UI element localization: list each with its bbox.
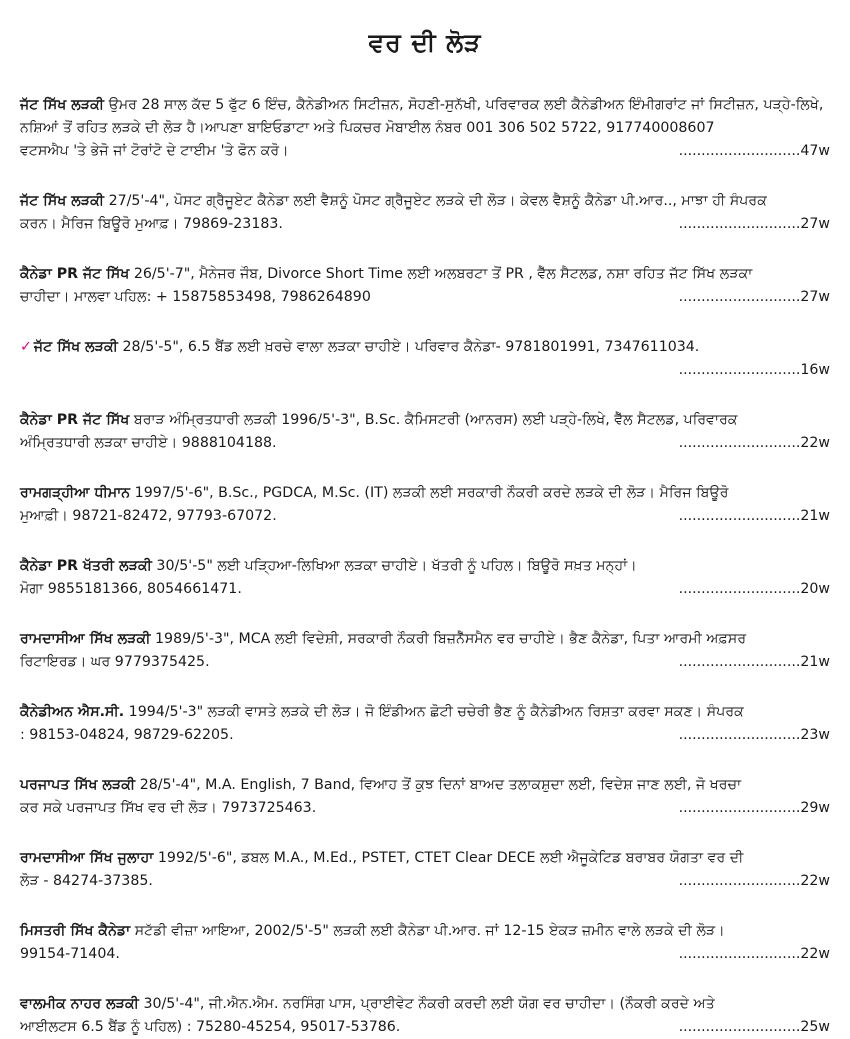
ad-text: 26/5'-7", ਮੈਨੇਜਰ ਜੌਬ, Divorce Short Time ਲਈ ਅਲਬਰਟਾ ਤੋਂ PR , ਵੈੱਲ ਸੈਟਲਡ, ਨਸ਼ਾ ਰਹਿਤ ਜੱਟ ਸਿੱਖ ਲੜਕਾ [129, 266, 753, 282]
ad-entry [20, 555, 830, 601]
ad-footer [20, 578, 830, 601]
ad-code: ...........................27w [678, 216, 830, 232]
checkmark-icon: ✓ [20, 339, 32, 355]
ad-text: 30/5'-5" ਲਈ ਪੜ੍ਹਿਆ-ਲਿਖਿਆ ਲੜਕਾ ਚਾਹੀਏ। ਖੱਤਰੀ ਨੂੰ ਪਹਿਲ। ਬਿਊਰੋ ਸਖ਼ਤ ਮਨ੍ਹਾਂ। [151, 558, 637, 574]
ad-tail-text: ਕਰ ਸਕੇ ਪਰਜਾਪਤ ਸਿੱਖ ਵਰ ਦੀ ਲੋੜ। 7973725463. [20, 800, 317, 816]
ad-heading: ਜੱਟ ਸਿੱਖ ਲੜਕੀ [33, 339, 118, 355]
ad-body [20, 993, 830, 1016]
ad-text: 1992/5'-6", ਡਬਲ M.A., M.Ed., PSTET, CTET Clear DECE ਲਈ ਐਜੂਕੇਟਿਡ ਬਰਾਬਰ ਯੋਗਤਾ ਵਰ ਦੀ [153, 850, 744, 866]
ad-text: ਉਮਰ 28 ਸਾਲ ਕੱਦ 5 ਫੁੱਟ 6 ਇੰਚ, ਕੈਨੇਡੀਅਨ ਸਿਟੀਜ਼ਨ, ਸੋਹਣੀ-ਸੁਨੱਖੀ, ਪਰਿਵਾਰਕ ਲਈ ਕੈਨੇਡੀਅਨ ਇੰਮੀਗਰਾਂਟ ਜਾਂ ਸਿਟੀਜ਼ਨ, ਪੜ੍ਹੇ-ਲਿਖੇ, ਨਸ਼ਿਆਂ ਤੋਂ ਰਹਿਤ ਲੜਕੇ ਦੀ ਲੋੜ ਹੈ।ਆਪਣਾ ਬਾਇਓਡਾਟਾ ਅਤੇ ਪਿਕਚਰ ਮੋਬਾਈਲ ਨੰਬਰ 001 306 502 5722, 917740008607 [20, 97, 824, 136]
ad-tail-text: ਮੋਗਾ 9855181366, 8054661471. [20, 581, 242, 597]
ad-entry [20, 482, 830, 528]
ad-heading: ਜੱਟ ਸਿੱਖ ਲੜਕੀ [20, 193, 105, 209]
ad-heading: ਰਾਮਦਾਸੀਆ ਸਿੱਖ ਜੁਲਾਹਾ [20, 850, 154, 866]
ad-body [20, 774, 830, 797]
ad-code: ...........................21w [678, 654, 830, 670]
ad-footer [20, 213, 830, 236]
ad-tail-text: ਵਟਸਐਪ 'ਤੇ ਭੇਜੋ ਜਾਂ ਟੋਰਾਂਟੋ ਦੇ ਟਾਈਮ 'ਤੇ ਫੋਨ ਕਰੋ। [20, 143, 289, 159]
ad-heading: ਰਾਮਗੜ੍ਹੀਆ ਧੀਮਾਨ [20, 485, 131, 501]
ad-footer [20, 140, 830, 163]
ad-entry [20, 409, 830, 455]
ad-entry [20, 190, 830, 236]
ad-body [20, 482, 830, 505]
ad-code: ...........................21w [678, 508, 830, 524]
ad-code: ...........................16w [678, 362, 830, 378]
ad-entry [20, 263, 830, 309]
ad-heading: ਕੈਨੇਡਾ PR ਜੱਟ ਸਿੱਖ [20, 412, 130, 428]
ad-code: ...........................22w [678, 873, 830, 889]
ad-entry [20, 920, 830, 966]
ad-tail-text: ਲੋੜ - 84274-37385. [20, 873, 153, 889]
ad-heading: ਮਿਸਤਰੀ ਸਿੱਖ ਕੈਨੇਡਾ [20, 923, 131, 939]
ad-body [20, 409, 830, 432]
ad-tail-text: ਮੁਆਫ਼ੀ। 98721-82472, 97793-67072. [20, 508, 277, 524]
ad-tail-text: 99154-71404. [20, 946, 120, 962]
ad-entry [20, 774, 830, 820]
ad-body [20, 701, 830, 724]
ad-text: 28/5'-4", M.A. English, 7 Band, ਵਿਆਹ ਤੋਂ ਕੁਝ ਦਿਨਾਂ ਬਾਅਦ ਤਲਾਕਸ਼ੁਦਾ ਲਈ, ਵਿਦੇਸ਼ ਜਾਣ ਲਈ, ਜੋ ਖਰਚਾ [135, 777, 742, 793]
ad-heading: ਜੱਟ ਸਿੱਖ ਲੜਕੀ [20, 97, 105, 113]
ad-heading: ਪਰਜਾਪਤ ਸਿੱਖ ਲੜਕੀ [20, 777, 136, 793]
ad-text: 1994/5'-3" ਲੜਕੀ ਵਾਸਤੇ ਲੜਕੇ ਦੀ ਲੋੜ। ਜੋ ਇੰਡੀਅਨ ਛੋਟੀ ਚਚੇਰੀ ਭੈਣ ਨੂੰ ਕੈਨੇਡੀਅਨ ਰਿਸ਼ਤਾ ਕਰਵਾ ਸਕਣ। ਸੰਪਰਕ [124, 704, 744, 720]
ad-tail-text: ਆਈਲਟਸ 6.5 ਬੈਂਡ ਨੂੰ ਪਹਿਲ) : 75280-45254, 95017-53786. [20, 1019, 401, 1035]
ad-heading: ਕੈਨੇਡਾ PR ਜੱਟ ਸਿੱਖ [20, 266, 130, 282]
ad-heading: ਕੈਨੇਡੀਅਨ ਐਸ.ਸੀ. [20, 704, 125, 720]
ad-tail-text: ਰਿਟਾਇਰਡ। ਘਰ 9779375425. [20, 654, 210, 670]
page-title: ਵਰ ਦੀ ਲੋੜ [368, 28, 482, 57]
ad-text: ਬਰਾੜ ਅੰਮ੍ਰਿਤਧਾਰੀ ਲੜਕੀ 1996/5'-3", B.Sc. ਕੈਮਿਸਟਰੀ (ਆਨਰਸ) ਲਈ ਪੜ੍ਹੇ-ਲਿਖੇ, ਵੈੱਲ ਸੈਟਲਡ, ਪਰਿਵਾਰਕ [129, 412, 738, 428]
ad-entry [20, 993, 830, 1039]
ad-body [20, 628, 830, 651]
ad-text: 27/5'-4", ਪੋਸਟ ਗ੍ਰੈਜੂਏਟ ਕੈਨੇਡਾ ਲਈ ਵੈਸ਼ਨੂੰ ਪੋਸਟ ਗ੍ਰੈਜੂਏਟ ਲੜਕੇ ਦੀ ਲੋੜ। ਕੇਵਲ ਵੈਸ਼ਨੂੰ ਕੈਨੇਡਾ ਪੀ.ਆਰ.., ਮਾਝਾ ਹੀ ਸੰਪਰਕ [104, 193, 767, 209]
ad-tail-text: ਕਰਨ। ਮੈਰਿਜ ਬਿਊਰੋ ਮੁਆਫ਼। 79869-23183. [20, 216, 283, 232]
ad-footer [20, 505, 830, 528]
ad-body [20, 920, 830, 943]
ad-footer [20, 724, 830, 747]
ad-footer [20, 1016, 830, 1039]
ad-heading: ਕੈਨੇਡਾ PR ਖੱਤਰੀ ਲੜਕੀ [20, 558, 152, 574]
ad-entry [20, 94, 830, 163]
ad-code: ...........................25w [678, 1019, 830, 1035]
ad-code: ...........................27w [678, 289, 830, 305]
ad-text: ਸਟੱਡੀ ਵੀਜ਼ਾ ਆਇਆ, 2002/5'-5" ਲੜਕੀ ਲਈ ਕੈਨੇਡਾ ਪੀ.ਆਰ. ਜਾਂ 12-15 ਏਕੜ ਜ਼ਮੀਨ ਵਾਲੇ ਲੜਕੇ ਦੀ ਲੋੜ। [130, 923, 725, 939]
ad-heading: ਵਾਲਮੀਕ ਨਾਹਰ ਲੜਕੀ [20, 996, 139, 1012]
ad-tail-text: ਅੰਮ੍ਰਿਤਧਾਰੀ ਲੜਕਾ ਚਾਹੀਏ। 9888104188. [20, 435, 277, 451]
ad-text: 1989/5'-3", MCA ਲਈ ਵਿਦੇਸ਼ੀ, ਸਰਕਾਰੀ ਨੌਕਰੀ ਬਿਜ਼ਨੈੱਸਮੈਨ ਵਰ ਚਾਹੀਏ। ਭੈਣ ਕੈਨੇਡਾ, ਪਿਤਾ ਆਰਮੀ ਅਫ਼ਸਰ [150, 631, 747, 647]
ad-code: ...........................23w [678, 727, 830, 743]
ad-body [20, 847, 830, 870]
ad-body [20, 555, 830, 578]
ad-footer [20, 797, 830, 820]
ad-entry [20, 847, 830, 893]
ad-text: 1997/5'-6", B.Sc., PGDCA, M.Sc. (IT) ਲੜਕੀ ਲਈ ਸਰਕਾਰੀ ਨੌਕਰੀ ਕਰਦੇ ਲੜਕੇ ਦੀ ਲੋੜ। ਮੈਰਿਜ ਬਿਊਰੋ [130, 485, 729, 501]
ad-entry [20, 628, 830, 674]
ad-footer [20, 432, 830, 455]
ad-footer [20, 286, 830, 309]
ad-footer [20, 651, 830, 674]
ad-tail-text: : 98153-04824, 98729-62205. [20, 727, 234, 743]
ad-code: ...........................22w [678, 435, 830, 451]
ads-list [20, 94, 830, 1039]
ad-code: ...........................22w [678, 946, 830, 962]
ad-code: ...........................29w [678, 800, 830, 816]
ad-body [20, 94, 830, 140]
ad-entry [20, 336, 830, 382]
ad-body [20, 263, 830, 286]
ad-body [20, 336, 830, 359]
ad-text: 28/5'-5", 6.5 ਬੈਂਡ ਲਈ ਖ਼ਰਚੇ ਵਾਲਾ ਲੜਕਾ ਚਾਹੀਏ। ਪਰਿਵਾਰ ਕੈਨੇਡਾ- 9781801991, 7347611034. [117, 339, 700, 355]
ad-footer [20, 943, 830, 966]
ad-footer [20, 870, 830, 893]
ad-heading: ਰਾਮਦਾਸੀਆ ਸਿੱਖ ਲੜਕੀ [20, 631, 151, 647]
ad-tail-text: ਚਾਹੀਦਾ। ਮਾਲਵਾ ਪਹਿਲ: + 15875853498, 7986264890 [20, 289, 371, 305]
ad-text: 30/5'-4", ਜੀ.ਐਨ.ਐਮ. ਨਰਸਿੰਗ ਪਾਸ, ਪ੍ਰਾਈਵੇਟ ਨੌਕਰੀ ਕਰਦੀ ਲਈ ਯੋਗ ਵਰ ਚਾਹੀਦਾ। (ਨੌਕਰੀ ਕਰਦੇ ਅਤੇ [138, 996, 715, 1012]
ad-code: ...........................47w [678, 143, 830, 159]
ad-entry [20, 701, 830, 747]
ad-code: ...........................20w [678, 581, 830, 597]
ad-body [20, 190, 830, 213]
